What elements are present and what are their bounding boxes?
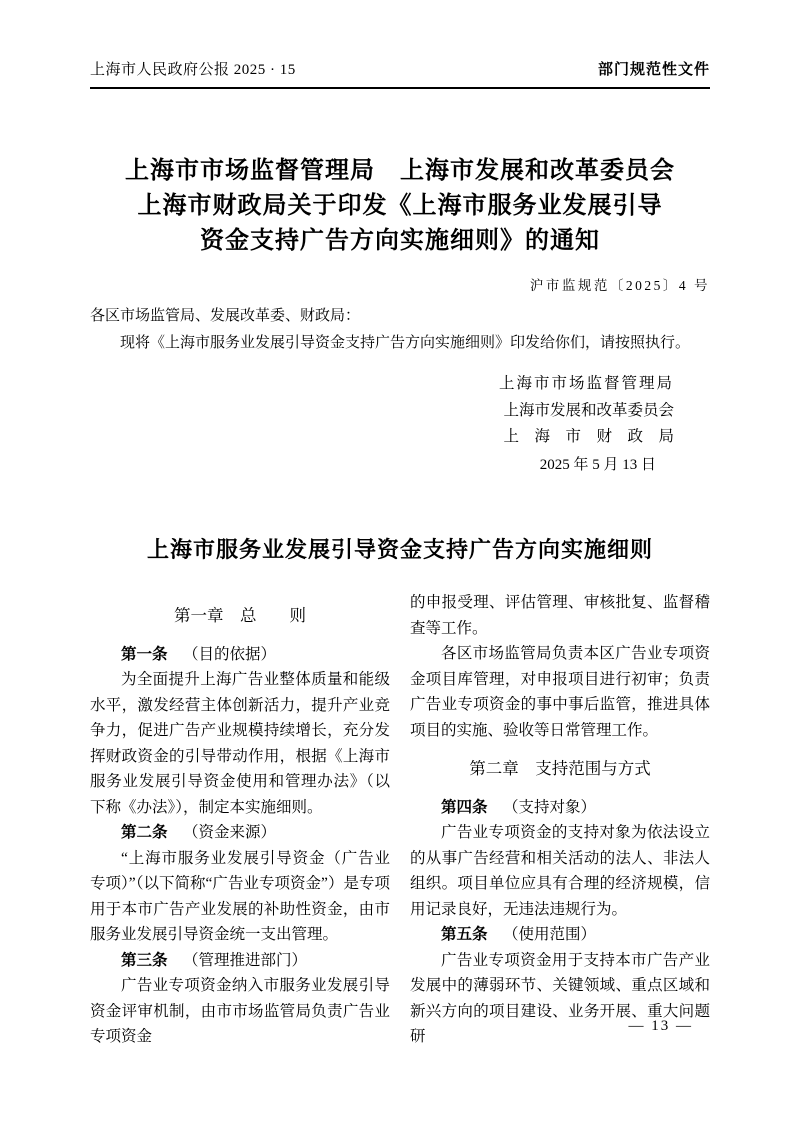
article-3-heading xyxy=(90,948,390,974)
article-2-number: 第二条 xyxy=(121,824,168,841)
document-number: 沪市监规范〔2025〕4 号 xyxy=(529,278,710,293)
signer-2: 上海市发展和改革委员会 xyxy=(503,401,674,419)
article-5-text-part1: 广告业专项资金用于支持本市广告产业发展中的薄弱环节、关键领域、重点区域和新兴方向的项目建设、业务开展、重大问题研 xyxy=(410,951,710,1045)
right-column xyxy=(410,590,710,1050)
article-3-text-part1: 广告业专项资金纳入市服务业发展引导资金评审机制，由市市场监管局负责广告业专项资金 xyxy=(90,977,390,1045)
chapter-1-heading: 第一章 总 则 xyxy=(174,607,306,625)
article-5-heading xyxy=(410,922,710,948)
notice-body: 现将《上海市服务业发展引导资金支持广告方向实施细则》印发给你们，请按照执行。 xyxy=(120,335,691,351)
page-number: — 13 — xyxy=(628,1018,693,1034)
salutation: 各区市场监管局、发展改革委、财政局： xyxy=(90,308,361,324)
article-3-text-part3: 各区市场监管局负责本区广告业专项资金项目库管理，对申报项目进行初审；负责广告业专项资金的事中事后监管，推进具体项目的实施、验收等日常管理工作。 xyxy=(410,645,710,739)
article-2-heading xyxy=(90,820,390,846)
gazette-issue-label: 上海市人民政府公报 2025 · 15 xyxy=(90,62,296,78)
signer-1: 上海市市场监督管理局 xyxy=(498,375,674,392)
signature-date: 2025 年 5 月 13 日 xyxy=(539,456,656,473)
header-rule xyxy=(90,87,710,89)
article-4-heading xyxy=(410,795,710,821)
article-2-text: “上海市服务业发展引导资金（广告业专项）”（以下简称“广告业专项资金”）是专项用于本市广告产业发展的补助性资金，由市服务业发展引导资金统一支出管理。 xyxy=(90,849,390,943)
article-1-text: 为全面提升上海广告业整体质量和能级水平，激发经营主体创新活力，提升产业竞争力，促进广告产业规模持续增长，充分发挥财政资金的引导带动作用，根据《上海市服务业发展引导资金使用和管理办法》（以下称《办法》），制定本实施细则。 xyxy=(90,671,390,816)
article-3-number: 第三条 xyxy=(121,951,168,969)
article-1-heading xyxy=(90,642,390,668)
notice-title-line-3: 资金支持广告方向实施细则》的通知 xyxy=(200,227,600,254)
article-1-number: 第一条 xyxy=(121,645,168,663)
article-5-number: 第五条 xyxy=(441,926,488,943)
notice-title xyxy=(90,153,710,258)
article-4-number: 第四条 xyxy=(441,798,488,816)
chapter-2-heading: 第二章 支持范围与方式 xyxy=(469,760,651,778)
article-5-title: （使用范围） xyxy=(503,926,597,943)
signer-3: 上 海 市 财 政 局 xyxy=(503,428,674,445)
two-column-body xyxy=(90,590,710,1050)
article-3-text-part2: 的申报受理、评估管理、审核批复、监督稽查等工作。 xyxy=(410,594,710,637)
article-2-title: （资金来源） xyxy=(183,824,277,841)
article-4-title: （支持对象） xyxy=(503,798,597,816)
regulation-title: 上海市服务业发展引导资金支持广告方向实施细则 xyxy=(146,537,653,562)
signature-block xyxy=(90,371,710,478)
document-category-label: 部门规范性文件 xyxy=(597,61,710,78)
notice-title-line-2: 上海市财政局关于印发《上海市服务业发展引导 xyxy=(137,192,663,219)
article-1-title: （目的依据） xyxy=(183,645,277,663)
notice-title-line-1: 上海市市场监督管理局 上海市发展和改革委员会 xyxy=(125,157,675,184)
article-3-title: （管理推进部门） xyxy=(183,951,308,969)
article-4-text: 广告业专项资金的支持对象为依法设立的从事广告经营和相关活动的法人、非法人组织。项目单位应具有合理的经济规模，信用记录良好，无违法违规行为。 xyxy=(410,824,710,918)
page-header xyxy=(90,0,710,80)
left-column xyxy=(90,590,390,1050)
